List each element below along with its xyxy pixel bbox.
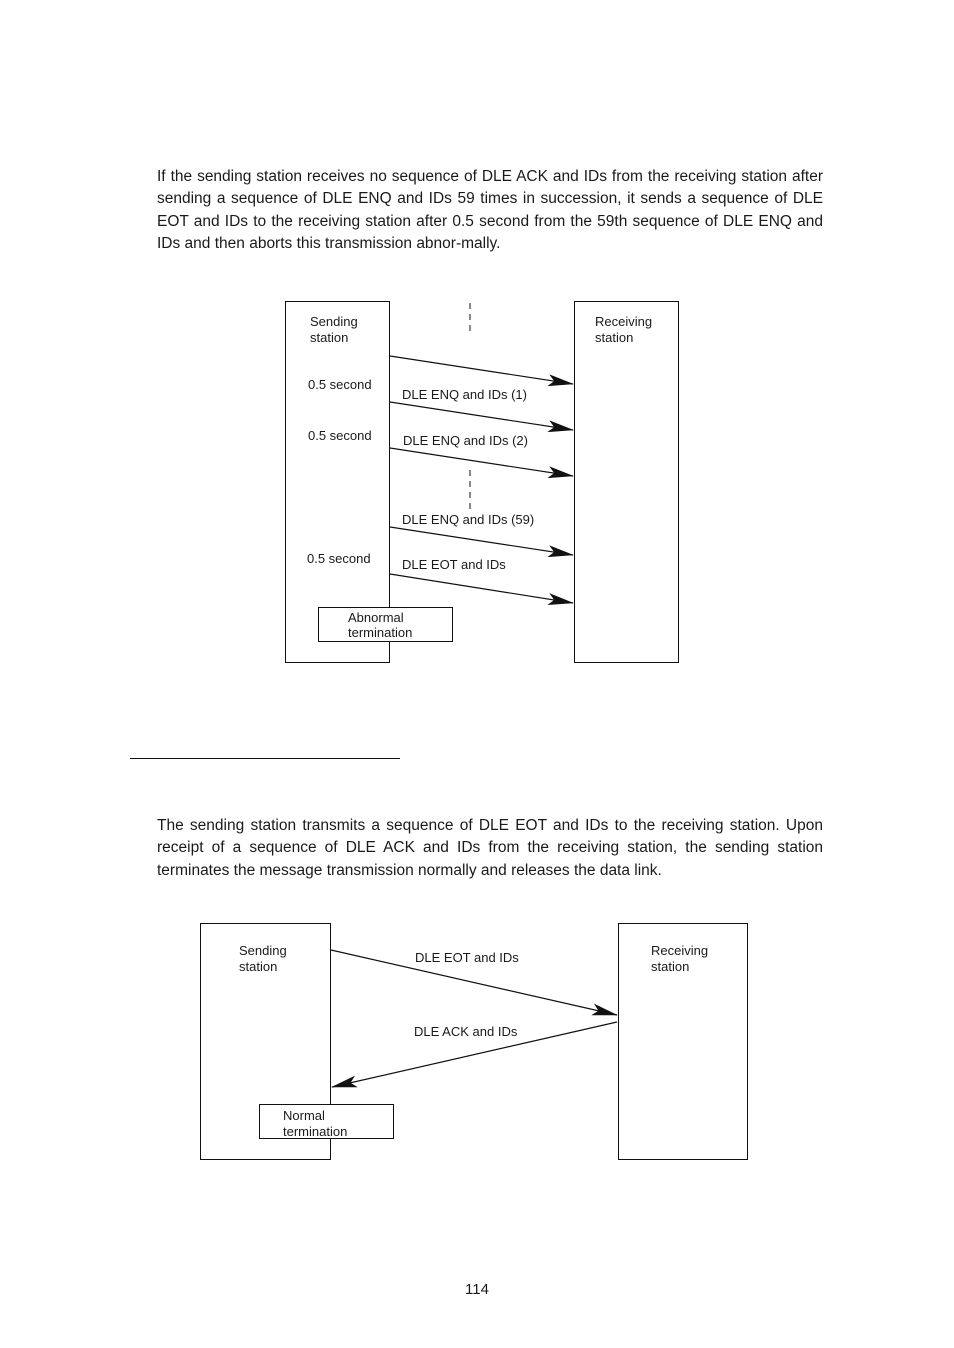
receiving-label-1: Receiving: [595, 314, 653, 329]
abnormal-label-1: Abnormal: [348, 610, 404, 625]
arrow-eot: [390, 574, 573, 603]
sending-label-1: Sending: [310, 314, 358, 329]
arrow-enq-0: [390, 356, 573, 384]
arrow-enq-59: [390, 527, 573, 555]
msg-eot-2-label: DLE EOT and IDs: [415, 950, 519, 965]
paragraph-abnormal-termination: If the sending station receives no sequence of DLE ACK and IDs from the receiving station after sending a sequence of DLE ENQ and IDs 59 times in succession, it sends a sequence of DLE EOT and IDs to the receiving station after 0.5 second from the 59th sequence of DLE ENQ and IDs and then aborts this transmission abnor-mally.: [157, 168, 823, 252]
arrow-enq-2: [390, 448, 573, 476]
receiving-label-2-1: Receiving: [651, 943, 709, 958]
diagram-abnormal: [286, 302, 679, 663]
sending-label-2-2: station: [239, 959, 278, 974]
msg-enq-1-label: DLE ENQ and IDs (1): [402, 387, 527, 402]
receiving-label-2: station: [595, 330, 634, 345]
msg-eot-label: DLE EOT and IDs: [402, 557, 506, 572]
receiving-label-2-2: station: [651, 959, 690, 974]
paragraph-normal-termination: The sending station transmits a sequence of DLE EOT and IDs to the receiving station. Upon receipt of a sequence of DLE ACK and IDs from the receiving station, the sending station terminates the message transmission normally and releases the data link.: [157, 817, 823, 879]
sending-label-2-1: Sending: [239, 943, 287, 958]
delay-label-3: 0.5 second: [307, 551, 371, 566]
arrow-enq-1: [390, 402, 573, 430]
diagram-normal: [201, 924, 748, 1160]
abnormal-label-2: termination: [348, 625, 413, 640]
receiving-station-box: [575, 302, 679, 663]
normal-label-2: termination: [283, 1124, 348, 1139]
msg-enq-59-label: DLE ENQ and IDs (59): [402, 512, 535, 527]
normal-label-1: Normal: [283, 1108, 325, 1123]
delay-label-2: 0.5 second: [308, 428, 372, 443]
delay-label-1: 0.5 second: [308, 377, 372, 392]
page-number: 114: [465, 1281, 489, 1298]
msg-enq-2-label: DLE ENQ and IDs (2): [403, 433, 528, 448]
msg-ack-label: DLE ACK and IDs: [414, 1024, 518, 1039]
sending-label-2: station: [310, 330, 349, 345]
